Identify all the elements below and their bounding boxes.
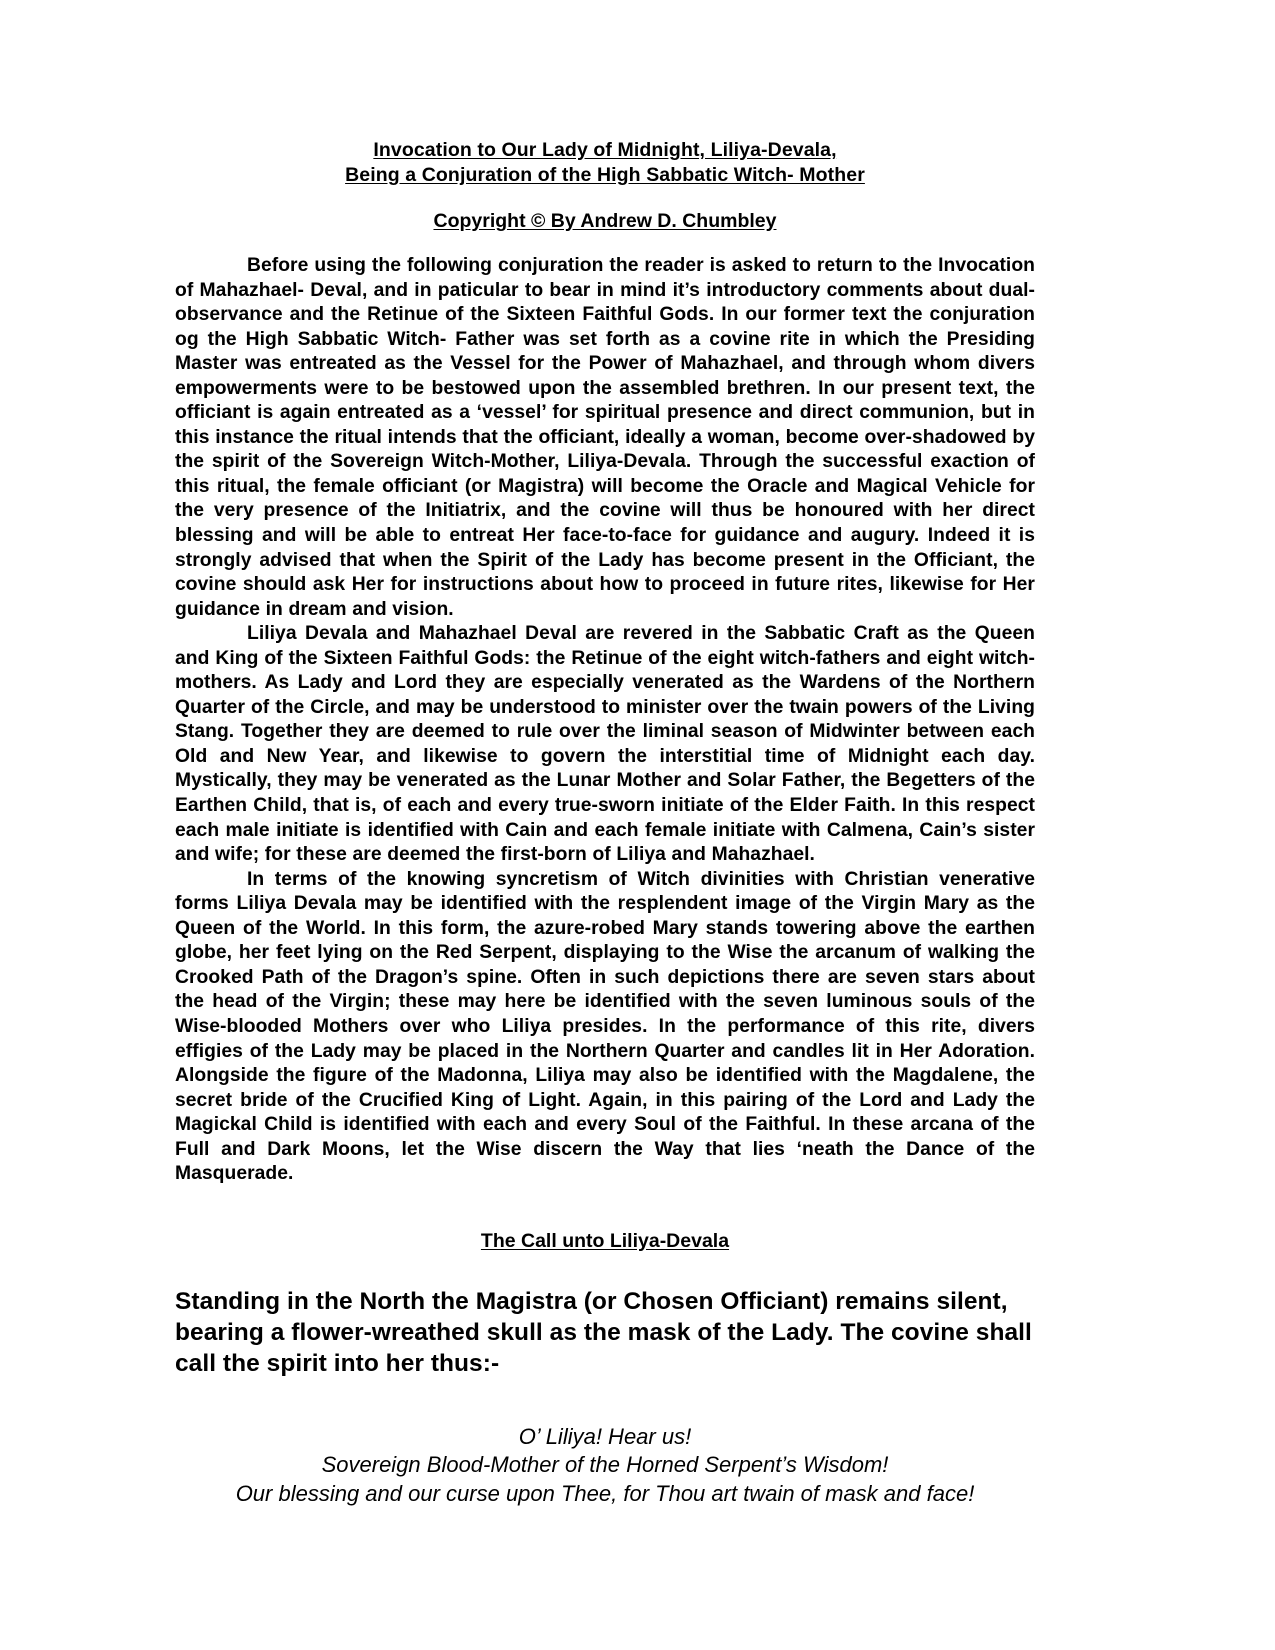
verse-line-2: Sovereign Blood-Mother of the Horned Serpent’s Wisdom! xyxy=(321,1452,889,1478)
copyright-line xyxy=(175,209,1035,234)
title-line-2-text: Being a Conjuration of the High Sabbatic Witch- Mother xyxy=(345,164,865,186)
section-heading xyxy=(175,1229,1035,1254)
paragraph-3: In terms of the knowing syncretism of Witch divinities with Christian venerative forms Liliya Devala may be identified with the resplendent image of the Virgin Mary as the Queen of the World. In this form, the azure-robed Mary stands towering above the earthen globe, her feet lying on the Red Serpent, displaying to the Wise the arcanum of walking the Crooked Path of the Dragon’s spine. Often in such depictions there are seven stars about the head of the Virgin; these may here be identified with the seven luminous souls of the Wise-blooded Mothers over who Liliya presides. In the performance of this rite, divers effigies of the Lady may be placed in the Northern Quarter and candles lit in Her Adoration. Alongside the figure of the Madonna, Liliya may also be identified with the Magdalene, the secret bride of the Crucified King of Light. Again, in this pairing of the Lord and Lady the Magickal Child is identified with each and every Soul of the Faithful. In these arcana of the Full and Dark Moons, let the Wise discern the Way that lies ‘neath the Dance of the Masquerade. xyxy=(175,868,1035,1185)
paragraph-2: Liliya Devala and Mahazhael Deval are revered in the Sabbatic Craft as the Queen and King of the Sixteen Faithful Gods: the Retinue of the eight witch-fathers and eight witch-mothers. As Lady and Lord they are especially venerated as the Wardens of the Northern Quarter of the Circle, and may be understood to minister over the twain powers of the Living Stang. Together they are deemed to rule over the liminal season of Midwinter between each Old and New Year, and likewise to govern the interstitial time of Midnight each day. Mystically, they may be venerated as the Lunar Mother and Solar Father, the Begetters of the Earthen Child, that is, of each and every true-sworn initiate of the Elder Faith. In this respect each male initiate is identified with Cain and each female initiate with Calmena, Cain’s sister and wife; for these are deemed the first-born of Liliya and Mahazhael. xyxy=(175,623,1035,866)
title-line-2 xyxy=(175,163,1035,188)
document-content xyxy=(175,138,1035,1508)
verse-line-3: Our blessing and our curse upon Thee, for Thou art twain of mask and face! xyxy=(235,1480,975,1506)
title-line-1-text: Invocation to Our Lady of Midnight, Liliya-Devala, xyxy=(373,139,837,161)
section-heading-text: The Call unto Liliya-Devala xyxy=(480,1229,730,1252)
document-title xyxy=(175,138,1035,188)
verse-line-1: O’ Liliya! Hear us! xyxy=(518,1423,692,1449)
title-line-1 xyxy=(175,138,1035,163)
body-paragraphs xyxy=(175,254,1035,1187)
copyright-text: Copyright © By Andrew D. Chumbley xyxy=(433,210,777,232)
rubric-paragraph: Standing in the North the Magistra (or Chosen Officiant) remains silent, bearing a flower-wreathed skull as the mask of the Lady. The covine shall call the spirit into her thus:- xyxy=(175,1287,1032,1377)
paragraph-1: Before using the following conjuration the reader is asked to return to the Invocation of Mahazhael- Deval, and in paticular to bear in mind it’s introductory comments about dual-observance and the Retinue of the Sixteen Faithful Gods. In our former text the conjuration og the High Sabbatic Witch- Father was set forth as a covine rite in which the Presiding Master was entreated as the Vessel for the Power of Mahazhael, and through whom divers empowerments were to be bestowed upon the assembled brethren. In our present text, the officiant is again entreated as a ‘vessel’ for spiritual presence and direct communion, but in this instance the ritual intends that the officiant, ideally a woman, become over-shadowed by the spirit of the Sovereign Witch-Mother, Liliya-Devala. Through the successful exaction of this ritual, the female officiant (or Magistra) will become the Oracle and Magical Vehicle for the very presence of the Initiatrix, and the covine will thus be honoured with her direct blessing and will be able to entreat Her face-to-face for guidance and augury. Indeed it is strongly advised that when the Spirit of the Lady has become present in the Officiant, the covine should ask Her for instructions about how to proceed in future rites, likewise for Her guidance in dream and vision. xyxy=(175,255,1035,620)
verse-block xyxy=(175,1423,1035,1509)
